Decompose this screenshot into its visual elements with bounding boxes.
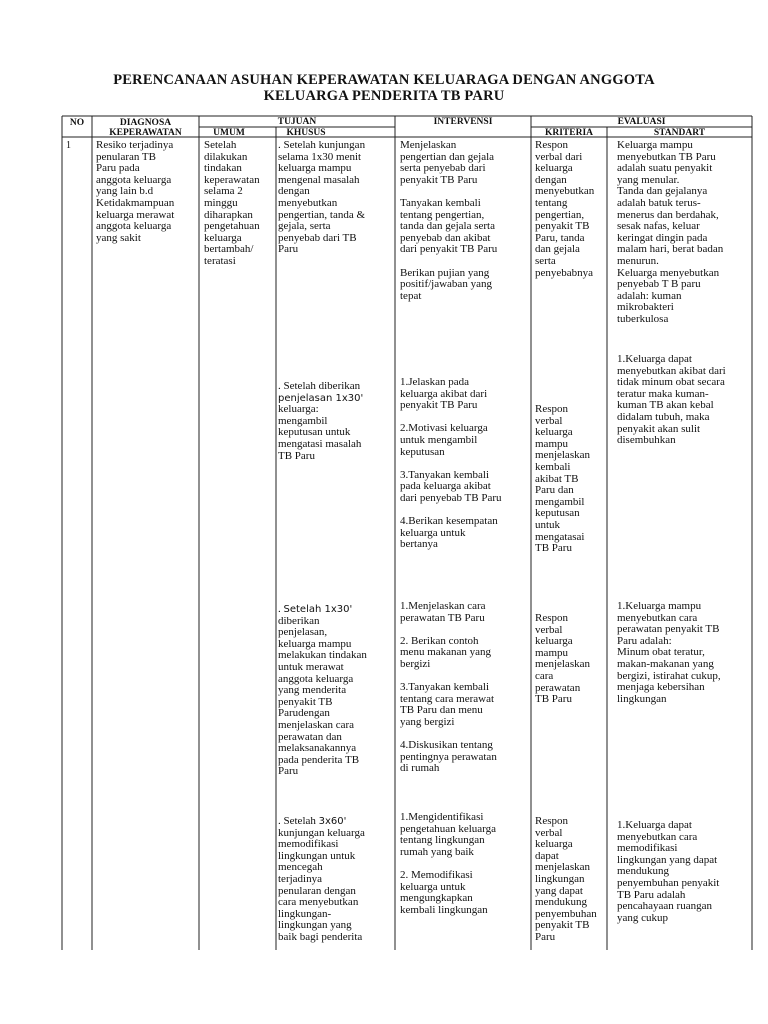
khusus-cell-1 [278, 140, 395, 256]
kriteria-cell-2: Respon verbal keluarga mampu menjelaskan kembali akibat TB Paru dan mengambil keputusan untuk mengatasai TB Paru [535, 403, 590, 555]
standart-cell-2: 1.Keluarga dapat menyebutkan akibat dari tidak minum obat secara teratur maka kuman- kuman TB akan kebal didalam tubuh, maka penyakit akan sulit disembuhkan [617, 353, 726, 447]
header-diagnosa: DIAGNOSA KEPERAWATAN [109, 118, 182, 138]
intervensi-cell-3: 1.Menjelaskan cara perawatan TB Paru 2. Berikan contoh menu makanan yang bergizi 3.Tanyakan kembali tentang cara merawat TB Paru dan menu yang bergizi 4.Diskusikan tentang pentingnya perawatan di rumah [400, 600, 497, 775]
khusus-text: diberikan penjelasan, keluarga mampu melakukan tindakan untuk merawat anggota keluarga yang menderita penyakit TB Parudengan menjelaskan cara perawatan dan melaksanakannya pada penderita TB Paru [278, 614, 367, 778]
khusus-cell-4 [278, 816, 395, 944]
khusus-prefix: . [278, 603, 281, 615]
khusus-cell-2 [278, 381, 395, 462]
khusus-duration: penjelasan 1x30' [278, 392, 364, 404]
khusus-cell-3 [278, 604, 395, 778]
khusus-prefix: . Setelah diberikan [278, 380, 361, 392]
kriteria-cell-3: Respon verbal keluarga mampu menjelaskan cara perawatan TB Paru [535, 612, 590, 706]
row-number: 1 [66, 140, 71, 151]
intervensi-cell-4: 1.Mengidentifikasi pengetahuan keluarga tentang lingkungan rumah yang baik 2. Memodifikasi keluarga untuk mengungkapkan kembali lingkungan [400, 811, 497, 916]
header-kriteria: KRITERIA [544, 128, 594, 138]
khusus-text: keluarga: mengambil keputusan untuk mengatasi masalah TB Paru [278, 403, 362, 462]
khusus-duration: Setelah 1x30' [283, 604, 353, 615]
header-khusus: KHUSUS [286, 128, 326, 138]
khusus-prefix: . Setelah kunjungan [278, 139, 366, 151]
khusus-prefix: . Setelah [278, 815, 316, 827]
khusus-text: kunjungan keluarga memodifikasi lingkungan untuk mencegah terjadinya penularan dengan cara menyebutkan lingkungan- lingkungan yang baik bagi penderita [278, 826, 365, 943]
standart-cell-1: Keluarga mampu menyebutkan TB Paru adalah suatu penyakit yang menular. Tanda dan gejalanya adalah batuk terus- menerus dan berdahak, sesak nafas, keluar keringat dingin pada malam hari, berat badan menurun. Keluarga menyebutkan penyebab T B paru adalah: kuman mikrobakteri tuberkulosa [617, 139, 724, 325]
header-umum: UMUM [213, 128, 245, 138]
document-title-line-1: PERENCANAAN ASUHAN KEPERAWATAN KELUARAGA DENGAN ANGGOTA [113, 72, 655, 88]
standart-cell-4: 1.Keluarga dapat menyebutkan cara memodifikasi lingkungan yang dapat mendukung penyembuhan penyakit TB Paru adalah pencahayaan ruangan yang cukup [617, 819, 720, 924]
intervensi-cell-1: Menjelaskan pengertian dan gejala serta penyebab dari penyakit TB Paru Tanyakan kembali tentang pengertian, tanda dan gejala serta penyebab dan akibat dari penyakit TB Paru Berikan pujian yang positif/jawaban yang tepat [400, 139, 498, 302]
header-tujuan: TUJUAN [277, 117, 317, 127]
header-evaluasi: EVALUASI [617, 117, 666, 127]
tujuan-umum-cell: Setelah dilakukan tindakan keperawatan selama 2 minggu diharapkan pengetahuan keluarga bertambah/ teratasi [204, 139, 260, 267]
header-intervensi: INTERVENSI [433, 117, 493, 127]
header-standart: STANDART [653, 128, 706, 138]
khusus-text: selama 1x30 menit keluarga mampu mengenal masalah dengan menyebutkan pengertian, tanda & gejala, serta penyebab dari TB Paru [278, 150, 366, 256]
intervensi-cell-2: 1.Jelaskan pada keluarga akibat dari penyakit TB Paru 2.Motivasi keluarga untuk mengambil keputusan 3.Tanyakan kembali pada keluarga akibat dari penyebab TB Paru 4.Berikan kesempatan keluarga untuk bertanya [400, 376, 502, 551]
header-no: NO [69, 118, 85, 128]
khusus-duration: 3x60' [318, 816, 347, 827]
kriteria-cell-1: Respon verbal dari keluarga dengan menyebutkan tentang pengertian, penyakit TB Paru, tanda dan gejala serta penyebabnya [535, 139, 595, 279]
standart-cell-3: 1.Keluarga mampu menyebutkan cara perawatan penyakit TB Paru adalah: Minum obat teratur, makan-makanan yang bergizi, istirahat cukup, menjaga kebersihan lingkungan [617, 600, 721, 705]
kriteria-cell-4: Respon verbal keluarga dapat menjelaskan lingkungan yang dapat mendukung penyembuhan penyakit TB Paru [535, 815, 597, 943]
diagnosa-cell: Resiko terjadinya penularan TB Paru pada anggota keluarga yang lain b.d Ketidakmampuan keluarga merawat anggota keluarga yang sakit [96, 139, 175, 244]
document-title-line-2: KELUARGA PENDERITA TB PARU [263, 88, 505, 104]
